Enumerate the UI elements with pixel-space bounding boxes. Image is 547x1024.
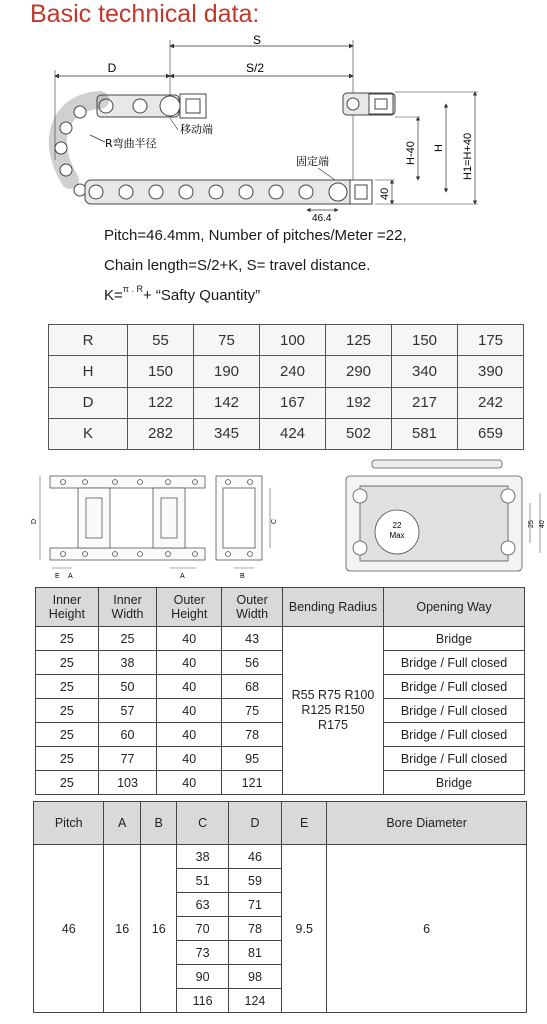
table-cell: 25 — [36, 771, 99, 795]
e-cell: 9.5 — [282, 845, 327, 1013]
column-header: D — [228, 802, 282, 845]
table-cell: 25 — [36, 627, 99, 651]
table-cell: 192 — [326, 387, 392, 418]
moving-end-part — [343, 93, 395, 115]
column-header: Bending Radius — [283, 588, 384, 627]
row-label: R — [49, 325, 128, 356]
table-row — [36, 627, 525, 651]
dim-s-label: S — [252, 33, 262, 47]
table-cell: 100 — [260, 325, 326, 356]
table-row — [36, 675, 525, 699]
column-header: Outer Height — [157, 588, 222, 627]
k-prefix: K= — [104, 287, 123, 304]
c-cell: 63 — [177, 893, 228, 917]
table-row — [49, 387, 524, 418]
table-cell: 345 — [194, 418, 260, 449]
table-cell: 121 — [222, 771, 283, 795]
table-cell: 25 — [98, 627, 157, 651]
a-cell: 16 — [104, 845, 140, 1013]
c-cell: 70 — [177, 917, 228, 941]
d-cell: 46 — [228, 845, 282, 869]
table-cell: 125 — [326, 325, 392, 356]
table-row — [36, 699, 525, 723]
table-cell: 290 — [326, 356, 392, 387]
bending-radius-cell: R55 R75 R100 R125 R150 R175 — [283, 627, 384, 795]
table-cell: 43 — [222, 627, 283, 651]
d-cell: 71 — [228, 893, 282, 917]
chain-upper — [97, 94, 206, 118]
table-cell: 150 — [392, 325, 458, 356]
badge-top: 22 — [392, 521, 402, 530]
column-header: Bore Diameter — [327, 802, 527, 845]
table-cell: 40 — [157, 723, 222, 747]
opening-way-cell: Bridge / Full closed — [384, 747, 525, 771]
table-cell: 55 — [128, 325, 194, 356]
table-cell: 25 — [36, 699, 99, 723]
k-superscript: π . R — [122, 284, 143, 294]
drawing-a2-label: A — [180, 573, 185, 580]
c-cell: 51 — [177, 869, 228, 893]
table-row — [36, 723, 525, 747]
side-view — [50, 476, 205, 560]
pitch-cell: 46 — [34, 845, 104, 1013]
column-header: E — [282, 802, 327, 845]
column-header: Inner Width — [98, 588, 157, 627]
table-cell: 103 — [98, 771, 157, 795]
table-cell: 190 — [194, 356, 260, 387]
drawing-40-label: 40 — [539, 520, 546, 528]
fixed-end-label: 固定端 — [296, 155, 329, 168]
dim-h-label: H — [433, 144, 445, 152]
table-row — [49, 418, 524, 449]
table-cell: 659 — [458, 418, 524, 449]
table-cell: 40 — [157, 675, 222, 699]
bend-radius-table — [48, 324, 524, 450]
table-cell: 390 — [458, 356, 524, 387]
table-cell: 217 — [392, 387, 458, 418]
table-row — [36, 771, 525, 795]
c-cell: 38 — [177, 845, 228, 869]
table-cell: 150 — [128, 356, 194, 387]
table-cell: 95 — [222, 747, 283, 771]
table-cell: 56 — [222, 651, 283, 675]
table-cell: 75 — [222, 699, 283, 723]
table-cell: 40 — [157, 699, 222, 723]
table-row — [49, 325, 524, 356]
table-cell: 424 — [260, 418, 326, 449]
c-cell: 90 — [177, 965, 228, 989]
formula-line-2: Chain length=S/2+K, S= travel distance. — [104, 257, 371, 274]
table-row — [36, 747, 525, 771]
table-cell: 122 — [128, 387, 194, 418]
table-row — [34, 845, 527, 869]
table-cell: 25 — [36, 675, 99, 699]
column-header: Outer Width — [222, 588, 283, 627]
opening-way-cell: Bridge / Full closed — [384, 699, 525, 723]
chain-diagram — [0, 30, 547, 230]
bend-radius-label: R弯曲半径 — [105, 137, 157, 150]
table-cell: 40 — [157, 747, 222, 771]
column-header: Pitch — [34, 802, 104, 845]
table-cell: 50 — [98, 675, 157, 699]
d-cell: 81 — [228, 941, 282, 965]
table-row — [49, 356, 524, 387]
table-cell: 77 — [98, 747, 157, 771]
table-cell: 340 — [392, 356, 458, 387]
table-cell: 40 — [157, 771, 222, 795]
table-cell: 78 — [222, 723, 283, 747]
d-cell: 78 — [228, 917, 282, 941]
table-row — [36, 651, 525, 675]
opening-way-cell: Bridge / Full closed — [384, 675, 525, 699]
k-suffix: + “Safty Quantity” — [142, 287, 261, 304]
column-header: A — [104, 802, 140, 845]
drawing-c-label: C — [271, 518, 278, 524]
dimension-table — [33, 801, 527, 1013]
table-cell: 75 — [194, 325, 260, 356]
table-cell: 502 — [326, 418, 392, 449]
opening-way-cell: Bridge — [384, 771, 525, 795]
spec-table — [35, 587, 525, 795]
table-cell: 40 — [157, 627, 222, 651]
opening-way-cell: Bridge / Full closed — [384, 723, 525, 747]
d-cell: 59 — [228, 869, 282, 893]
row-label: D — [49, 387, 128, 418]
opening-way-cell: Bridge — [384, 627, 525, 651]
pitch-dim-label: 46.4 — [312, 213, 332, 224]
d-cell: 98 — [228, 965, 282, 989]
table-cell: 242 — [458, 387, 524, 418]
column-header: Inner Height — [36, 588, 99, 627]
table-cell: 142 — [194, 387, 260, 418]
top-view — [346, 460, 522, 571]
table-cell: 25 — [36, 723, 99, 747]
drawing-b-label: B — [240, 573, 245, 580]
column-header: B — [140, 802, 176, 845]
drawing-d-label: D — [31, 518, 38, 524]
moving-end-label: 移动端 — [180, 123, 213, 136]
opening-way-cell: Bridge / Full closed — [384, 651, 525, 675]
column-header: Opening Way — [384, 588, 525, 627]
table-cell: 581 — [392, 418, 458, 449]
dim-h40-label: H-40 — [405, 141, 417, 165]
table-cell: 60 — [98, 723, 157, 747]
c-cell: 73 — [177, 941, 228, 965]
dim-d-label: D — [107, 61, 117, 75]
table-cell: 57 — [98, 699, 157, 723]
link-drawings — [0, 458, 547, 583]
column-header: C — [177, 802, 228, 845]
d-cell: 124 — [228, 989, 282, 1013]
drawing-25-label: 25 — [528, 520, 535, 528]
b-cell: 16 — [140, 845, 176, 1013]
formula-line-3 — [104, 284, 261, 304]
page-title: Basic technical data: — [30, 0, 260, 28]
drawing-a-label: A — [68, 573, 73, 580]
bore-cell: 6 — [327, 845, 527, 1013]
c-cell: 116 — [177, 989, 228, 1013]
dim-s2-label: S/2 — [245, 61, 265, 75]
drawing-e-label: E — [55, 573, 60, 580]
table-cell: 240 — [260, 356, 326, 387]
row-label: H — [49, 356, 128, 387]
badge-bottom: Max — [389, 531, 405, 540]
table-cell: 282 — [128, 418, 194, 449]
row-label: K — [49, 418, 128, 449]
table-cell: 38 — [98, 651, 157, 675]
front-view — [216, 476, 262, 560]
dim-40-label: 40 — [379, 187, 391, 200]
dim-h1-label: H1=H+40 — [462, 132, 474, 180]
table-cell: 68 — [222, 675, 283, 699]
formula-line-1: Pitch=46.4mm, Number of pitches/Meter =22, — [104, 227, 407, 244]
table-cell: 40 — [157, 651, 222, 675]
table-cell: 25 — [36, 651, 99, 675]
table-cell: 167 — [260, 387, 326, 418]
table-cell: 175 — [458, 325, 524, 356]
table-cell: 25 — [36, 747, 99, 771]
